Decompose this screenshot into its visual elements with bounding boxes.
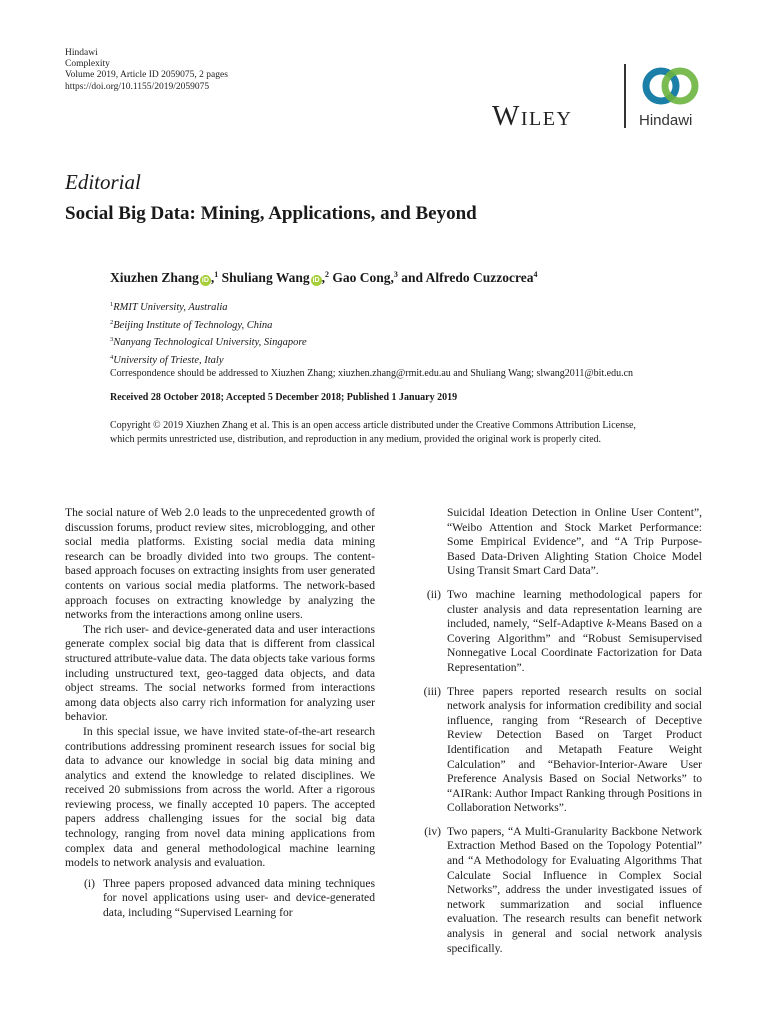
body-paragraph: In this special issue, we have invited state-of-the-art research contributions addressing prominent research issues for social big data to advance our knowledge in social big data mining and analytics and extend the knowledge to related disciplines. We received 20 submissions from across the world. After a rigorous reviewing process, we finally accepted 10 papers. The accepted papers address challenging issues for the social big data technology, ranging from novel data mining applications from complex data and general methodological machine learning models to network analysis and evaluation. <box>65 724 375 870</box>
article-type: Editorial <box>65 170 141 194</box>
affiliation-list <box>110 298 307 368</box>
affiliation: $^2$Beijing Institute of Technology, China <box>110 318 273 331</box>
author-affiliation-sup: 1 <box>214 270 219 279</box>
body-paragraph: The social nature of Web 2.0 leads to the unprecedented growth of discussion forums, product review sites, microblogging, and other social media platforms. Existing social media data mining research can be broadly divided into two groups. The content-based approach focuses on extracting insights from user generated contents on various social media platforms. The network-based approach focuses on extracting knowledge by analyzing the networks from the interactions among online users. <box>65 506 375 622</box>
list-item: (iv) Two papers, “A Multi-Granularity Backbone Network Extraction Method Based on the Topology Potential” and “A Methodology for Evaluating Algorithms That Calculate Social Influence in Complex Social Networks”, address the under investigated issues of network summarization and social influence evaluation. The research results can benefit network analysis in general and social network analysis specifically. <box>410 825 702 956</box>
author-affiliation-sup: 2 <box>324 270 329 279</box>
list-item: (iii) Three papers reported research results on social network analysis for information credibility and social influence, ranging from “Research of Deceptive Review Detection Based on Target Product Identification and Metapath Feature Weight Calculation” and “Behavior-Interior-Aware User Preference Analysis Based on Social Networks” to “AIRank: Author Impact Ranking through Positions in Collaboration Networks”. <box>410 685 702 816</box>
author-affiliation-sup: 3 <box>393 270 398 279</box>
orcid-icon[interactable]: iD <box>201 277 209 284</box>
publisher-name: Hindawi <box>65 48 98 58</box>
author-name: Shuliang Wang <box>221 270 310 285</box>
received-dates: Received 28 October 2018; Accepted 5 December 2018; Published 1 January 2019 <box>110 392 458 403</box>
doi-link[interactable]: https://doi.org/10.1155/2019/2059075 <box>65 81 210 92</box>
affiliation: $^4$University of Trieste, Italy <box>110 353 224 366</box>
copyright-notice: Copyright © 2019 Xiuzhen Zhang et al. This is an open access article distributed under the Creative Commons Attribution License, which permits unrestricted use, distribution, and reproduction in any medium, provided the original work is properly cited. <box>110 420 636 445</box>
journal-info <box>65 48 228 93</box>
author-name: and Alfredo Cuzzocrea <box>397 270 534 285</box>
volume-info: Volume 2019, Article ID 2059075, 2 pages <box>65 70 228 81</box>
journal-name: Complexity <box>65 59 110 70</box>
logo-divider <box>624 64 626 128</box>
hindawi-logo-text: Hindawi <box>639 112 693 129</box>
paper-title: Social Big Data: Mining, Applications, and Beyond <box>65 203 477 224</box>
wiley-logo: Wiley <box>492 100 573 132</box>
body-column-left <box>65 506 375 921</box>
list-item: (i) Three papers proposed advanced data mining techniques for novel applications using user- and device-generated data, including “Supervised Learning for <box>84 876 375 920</box>
correspondence-line: Correspondence should be addressed to Xiuzhen Zhang; xiuzhen.zhang@rmit.edu.au and Shuliang Wang; slwang2011@bit.edu.cn <box>110 368 634 379</box>
list-item-number: (iv) <box>424 824 441 838</box>
list-item-number: (i) <box>84 876 95 890</box>
author-affiliation-sup: 4 <box>533 270 538 279</box>
orcid-icon[interactable]: iD <box>312 277 320 284</box>
list-item-number: (ii) <box>426 587 441 601</box>
list-item: (ii) Two machine learning methodological papers for cluster analysis and data representation learning are included, namely, “Self-Adaptive k-Means Based on a Covering Algorithm” and “Robust Semisupervised Nonnegative Local Coordinate Factorization for Data Representation”. <box>410 588 702 676</box>
body-paragraph: The rich user- and device-generated data and user interactions generate complex social big data that is different from classical structured attribute-value data. The data objects take various forms including unstructured text, geo-tagged data objects, and data object streams. The social networks formed from interactions among data objects also carry rich information for analyzing user behavior. <box>65 622 375 724</box>
affiliation: $^1$RMIT University, Australia <box>110 301 228 313</box>
author-list: Xiuzhen Zhang iD ,$^1$ Shuliang Wang iD ,$^2$ Gao Cong,$^3$ and Alfredo Cuzzocrea$^4$ <box>110 270 538 285</box>
list-item-continuation: Suicidal Ideation Detection in Online User Content”, “Weibo Attention and Stock Market Performance: Some Empirical Evidence”, and “A Trip Purpose-Based Data-Driven Alighting Station Choice Model Using Transit Smart Card Data”. <box>447 506 702 578</box>
hindawi-logo-icon <box>640 62 704 110</box>
list-item-number: (iii) <box>423 684 441 698</box>
body-column-right <box>410 506 702 956</box>
author-name: Xiuzhen Zhang <box>110 270 199 285</box>
affiliation: $^3$Nanyang Technological University, Singapore <box>110 336 307 348</box>
author-name: Gao Cong, <box>332 270 394 285</box>
